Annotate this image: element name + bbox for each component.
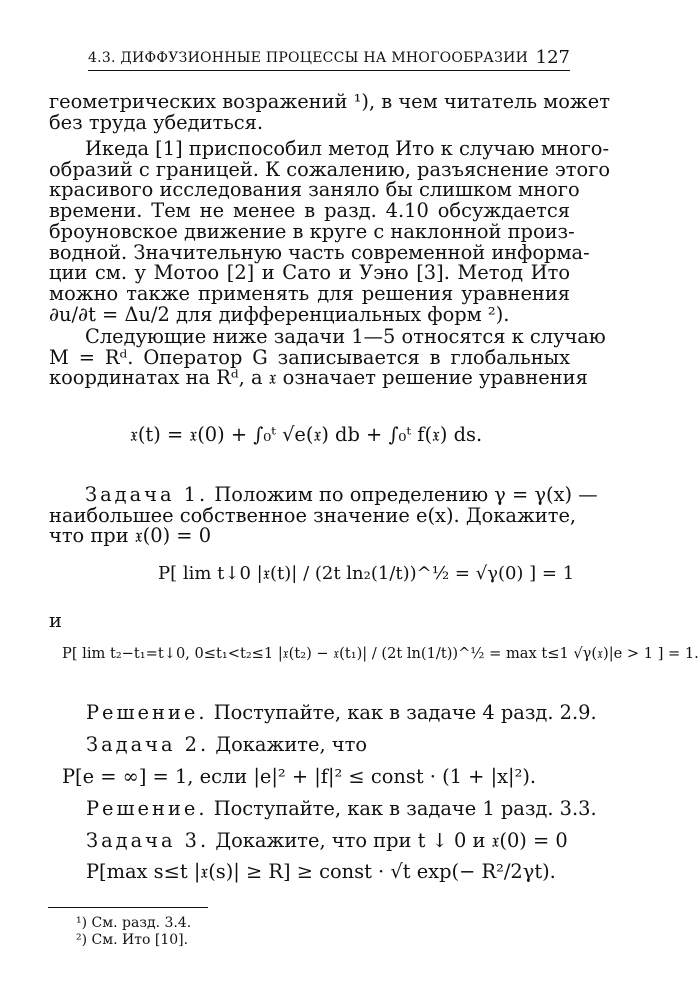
text-line: броуновское движение в круге с наклонной произ- (49, 219, 575, 243)
footnote-rule (48, 907, 208, 908)
running-title: 4.3. ДИФФУЗИОННЫЕ ПРОЦЕССЫ НА МНОГООБРАЗИИ (88, 50, 529, 66)
text-line: водной. Значительную часть современной информа- (49, 240, 590, 264)
task-2-label: Задача 2. (86, 733, 210, 756)
text-line: что при 𝔵(0) = 0 (49, 524, 212, 548)
equation-task-3: P[max s≤t |𝔵(s)| ≥ R] ≥ const · √t exp(− R²/2γt). (86, 860, 556, 883)
solution-1-text: Поступайте, как в задаче 4 разд. 2.9. (213, 701, 597, 724)
footnote-1: ¹) См. разд. 3.4. (76, 915, 192, 931)
text-line: Следующие ниже задачи 1—5 относятся к случаю (85, 325, 606, 348)
text-line: можно также применять для решения уравнения (49, 281, 570, 305)
text-line: без труда убедиться. (49, 110, 264, 134)
task-1-text: Положим по определению γ = γ(x) — (214, 483, 598, 506)
task-1 (49, 483, 598, 548)
solution-2-text: Поступайте, как в задаче 1 разд. 3.3. (213, 797, 597, 820)
solution-2 (86, 797, 597, 820)
solution-1 (86, 701, 597, 724)
text-line: наибольшее собственное значение e(x). Докажите, (49, 503, 577, 527)
task-2-text: Докажите, что (215, 733, 367, 756)
task-3-text: Докажите, что при t ↓ 0 и 𝔵(0) = 0 (215, 829, 568, 852)
solution-1-label: Решение. (86, 701, 208, 724)
text-line: M = Rᵈ. Оператор G записывается в глобальных (49, 345, 570, 369)
task-2 (86, 733, 367, 756)
page-number: 127 (535, 47, 570, 68)
text-line: ∂u/∂t = Δu/2 для дифференциальных форм ²). (49, 302, 510, 326)
text-line: времени. Тем не менее в разд. 4.10 обсуждается (49, 199, 570, 223)
text-line: геометрических возражений ¹), в чем читатель может (49, 90, 610, 113)
text-line: образий с границей. К сожалению, разъяснение этого (49, 157, 611, 181)
text-line (49, 483, 598, 506)
equation-main: 𝔵(t) = 𝔵(0) + ∫₀ᵗ √e(𝔵) db + ∫₀ᵗ f(𝔵) ds. (130, 423, 483, 446)
paragraph-3 (49, 325, 606, 390)
running-header (88, 46, 570, 74)
equation-task-1-a: P[ lim t↓0 |𝔵(t)| / (2t ln₂(1/t))^½ = √γ(0) ] = 1 (158, 563, 575, 584)
solution-2-label: Решение. (86, 797, 208, 820)
equation-task-1-b: P[ lim t₂−t₁=t↓0, 0≤t₁<t₂≤1 |𝔵(t₂) − 𝔵(t₁)| / (2t ln(1/t))^½ = max t≤1 √γ(𝔵)|e > 1 ] = 1. (62, 645, 699, 662)
paragraph-1 (49, 90, 610, 134)
text-line: красивого исследования заняло бы слишком много (49, 178, 580, 202)
task-1-label: Задача 1. (85, 483, 209, 506)
text-line: координатах на Rᵈ, а 𝔵 означает решение уравнения (49, 366, 588, 390)
task-3 (86, 829, 568, 852)
paragraph-2 (49, 137, 611, 326)
footnote-2: ²) См. Ито [10]. (76, 932, 189, 948)
conjunction-and: и (49, 609, 62, 632)
text-line: ции см. у Мотоо [2] и Сато и Уэно [3]. Метод Ито (49, 261, 570, 285)
equation-task-2: P[e = ∞] = 1, если |e|² + |f|² ≤ const · (1 + |x|²). (62, 765, 537, 788)
text-line: Икеда [1] приспособил метод Ито к случаю много- (85, 137, 610, 160)
task-3-label: Задача 3. (86, 829, 210, 852)
header-rule (88, 70, 570, 71)
